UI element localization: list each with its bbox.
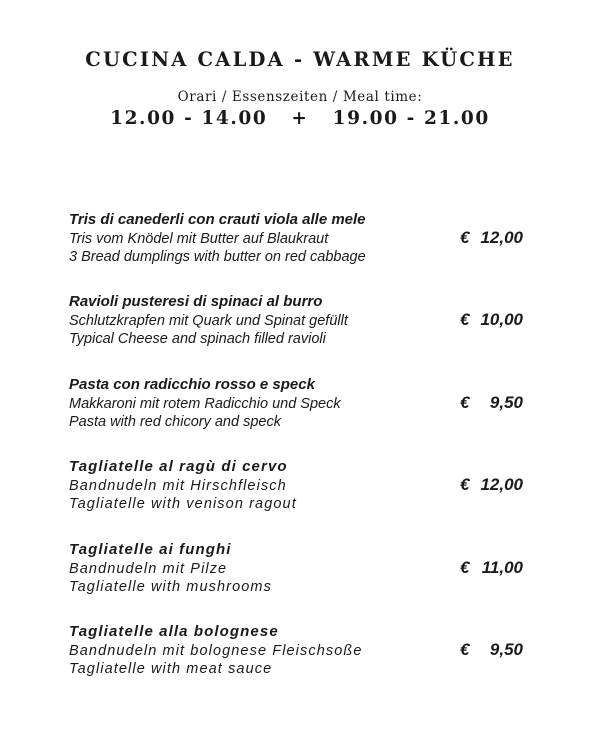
price-amount: 12,00	[480, 228, 523, 247]
dish-name-german: Makkaroni mit rotem Radicchio und Speck	[69, 395, 341, 412]
dish-name-english: Tagliatelle with meat sauce	[69, 661, 273, 677]
price-amount: 12,00	[480, 475, 523, 494]
dish-name-english: Tagliatelle with venison ragout	[69, 496, 297, 512]
dish-name-german: Bandnudeln mit Pilze	[69, 560, 228, 577]
page-title: CUCINA CALDA - WARME KÜCHE	[85, 48, 515, 71]
price-amount: 10,00	[480, 310, 523, 329]
dish-name-german: Bandnudeln mit Hirschfleisch	[69, 477, 287, 494]
menu-header	[0, 46, 600, 131]
dish-item	[69, 211, 569, 281]
dish-name-german: Schlutzkrapfen mit Quark und Spinat gefüllt	[69, 312, 348, 329]
currency-symbol: €	[460, 310, 470, 329]
dish-name-italian: Tris di canederli con crauti viola alle mele	[69, 211, 366, 228]
currency-symbol: €	[460, 393, 470, 412]
dish-name-english: Pasta with red chicory and speck	[69, 414, 281, 430]
price-amount: 9,50	[489, 640, 523, 659]
dish-item	[69, 376, 569, 446]
dish-name-english: Tagliatelle with mushrooms	[69, 579, 272, 595]
currency-symbol: €	[460, 558, 470, 577]
dish-name-italian: Pasta con radicchio rosso e speck	[69, 376, 315, 393]
dish-item	[69, 541, 569, 611]
dish-name-italian: Tagliatelle alla bolognese	[69, 623, 279, 640]
price-amount: 9,50	[489, 393, 523, 412]
currency-symbol: €	[460, 640, 470, 659]
dish-name-german: Bandnudeln mit bolognese Fleischsoße	[69, 642, 363, 659]
meal-time-label: Orari / Essenszeiten / Meal time:	[177, 89, 423, 105]
meal-time-hours: 12.00 - 14.00 + 19.00 - 21.00	[110, 108, 490, 129]
dish-name-english: 3 Bread dumplings with butter on red cabbage	[69, 249, 366, 265]
dish-name-italian: Ravioli pusteresi di spinaci al burro	[69, 293, 323, 310]
dish-name-italian: Tagliatelle al ragù di cervo	[69, 458, 288, 475]
dish-item	[69, 458, 569, 528]
dish-item	[69, 293, 569, 363]
currency-symbol: €	[460, 228, 470, 247]
dish-name-english: Typical Cheese and spinach filled ravioli	[69, 331, 326, 347]
price-amount: 11,00	[481, 558, 523, 577]
currency-symbol: €	[460, 475, 470, 494]
dish-item	[69, 623, 569, 693]
dish-name-italian: Tagliatelle ai funghi	[69, 541, 232, 558]
dish-name-german: Tris vom Knödel mit Butter auf Blaukraut	[69, 230, 329, 247]
